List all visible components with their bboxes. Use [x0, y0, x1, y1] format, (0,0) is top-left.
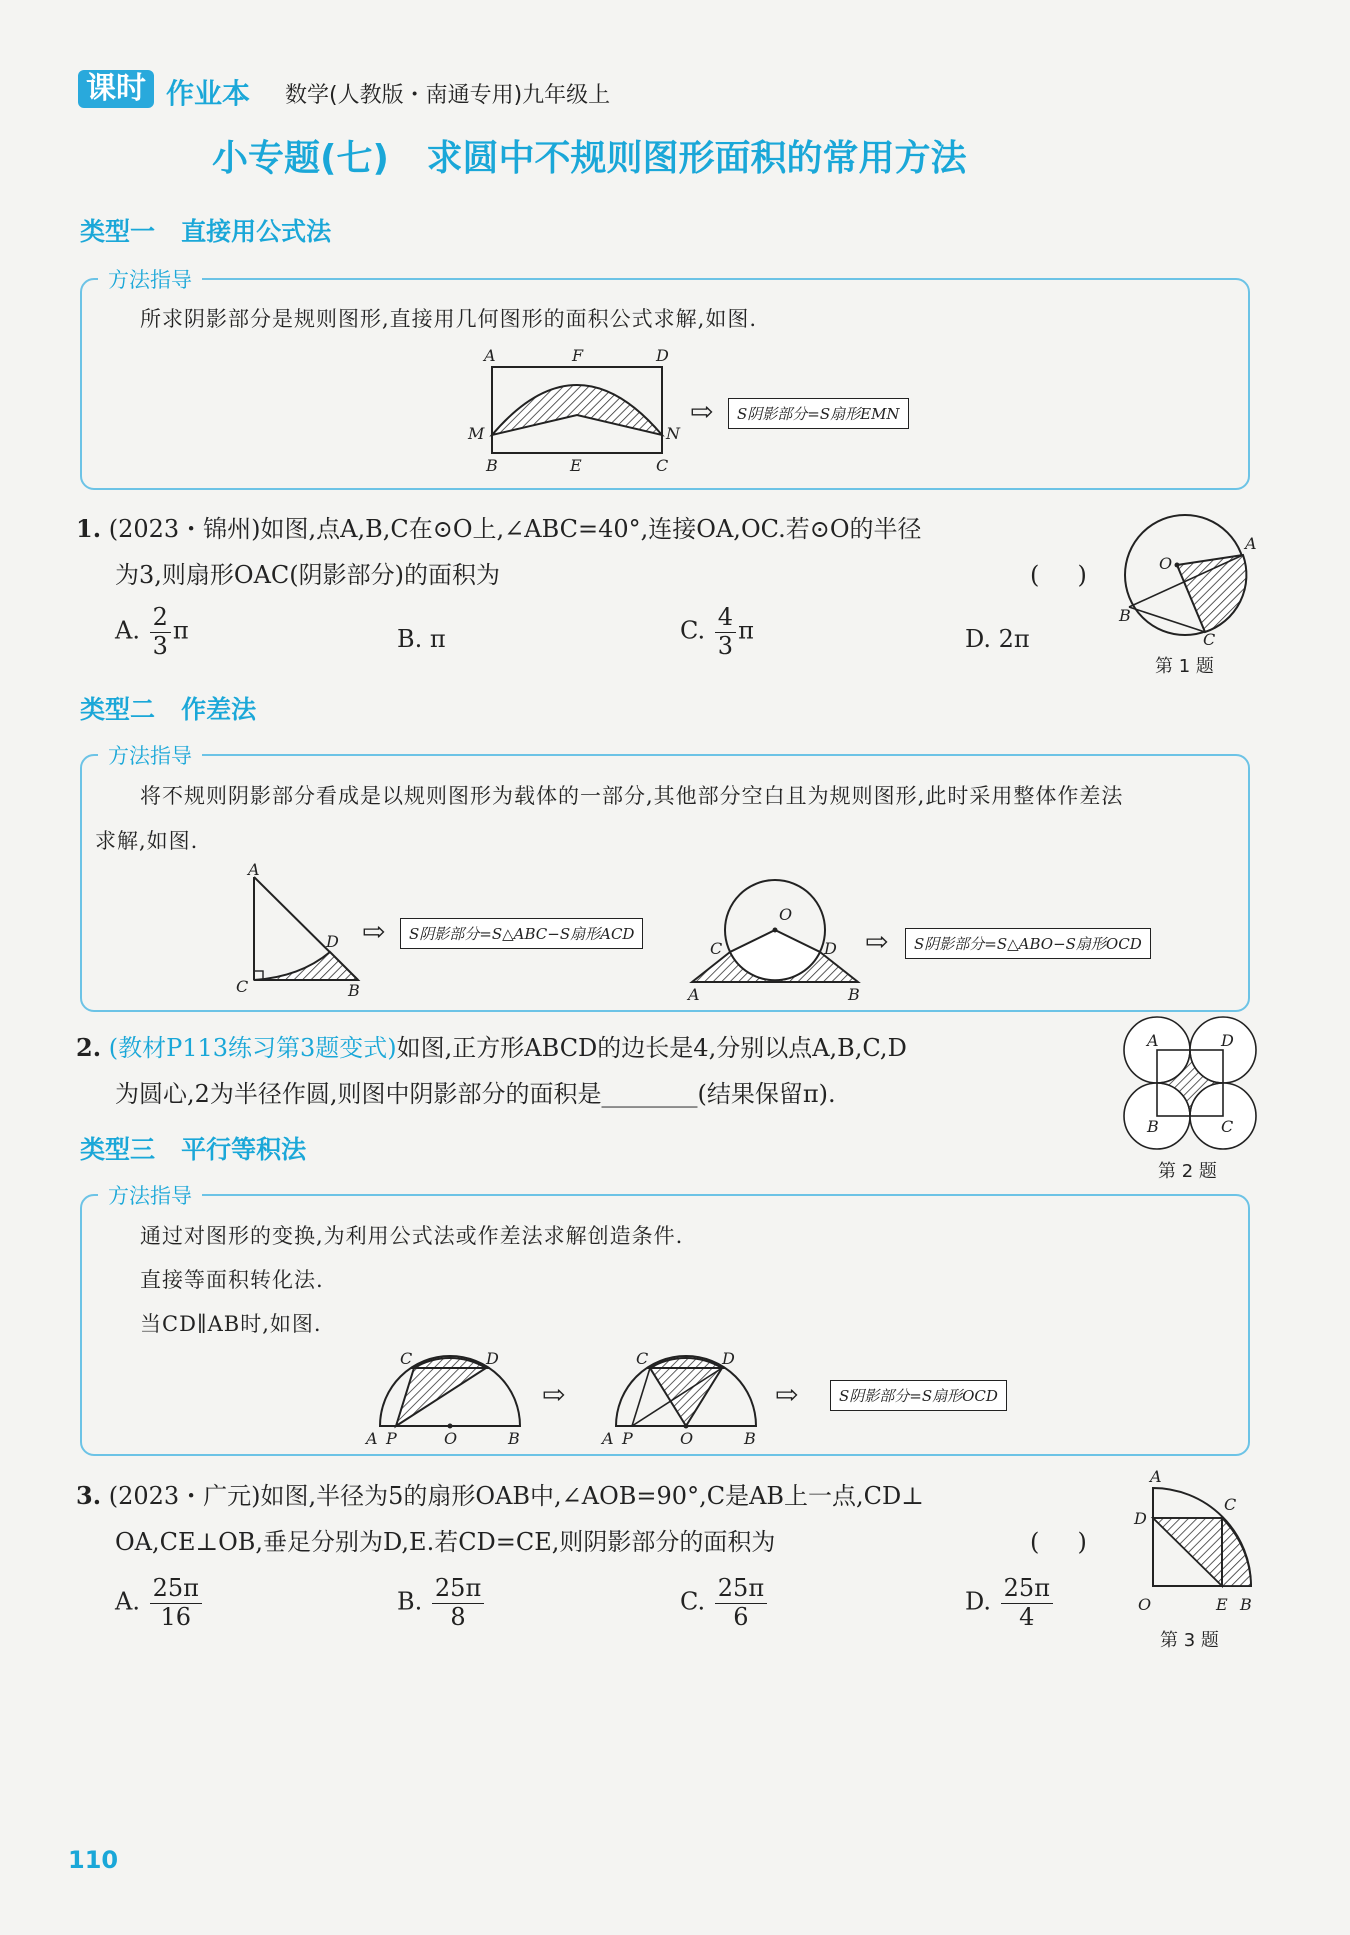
label-A: A [688, 985, 700, 1004]
logo-text: 课时 [86, 71, 146, 106]
type3-guide-text-3: 当CD∥AB时,如图. [140, 1312, 322, 1336]
denominator: 6 [733, 1602, 749, 1631]
q1-bracket: ( ) [1030, 561, 1087, 589]
guide-label-text: 方法指导 [108, 268, 192, 292]
denominator: 4 [1019, 1602, 1035, 1631]
numerator: 2 [150, 604, 171, 633]
label-C: C [710, 939, 723, 958]
option-text: π [429, 625, 446, 653]
label-P: P [386, 1429, 397, 1448]
option-label: C. [680, 1587, 706, 1616]
label-F: F [572, 346, 584, 365]
option-label: A. [115, 1587, 140, 1616]
label-M: M [468, 424, 485, 443]
numerator: 25π [150, 1575, 202, 1604]
label-D: D [722, 1349, 735, 1368]
option-label: A. [115, 616, 140, 645]
page-number: 110 [68, 1846, 119, 1874]
denominator: 16 [160, 1602, 192, 1631]
option-label: B. [397, 1587, 423, 1616]
label-C: C [400, 1349, 413, 1368]
pi-suffix: π [172, 616, 189, 645]
denominator: 3 [717, 631, 734, 660]
label-E: E [570, 456, 582, 475]
pi-suffix: π [738, 616, 754, 645]
fraction [432, 1575, 484, 1631]
q2-line2: 为圆心,2为半径作圆,则图中阴影部分的面积是________(结果保留π). [115, 1080, 836, 1108]
fraction [715, 1575, 767, 1631]
fraction [150, 604, 171, 660]
label-O: O [779, 905, 793, 924]
q1-line1 [76, 507, 922, 551]
header-logo [78, 70, 154, 108]
type2-guide-text-2: 求解,如图. [95, 829, 199, 853]
label-E: E [1216, 1595, 1228, 1614]
label-A: A [602, 1429, 614, 1448]
type3-heading: 类型三 平行等积法 [80, 1135, 307, 1164]
label-C: C [1221, 1117, 1234, 1136]
option-label: D. [965, 625, 992, 653]
q1-option-b[interactable] [397, 625, 446, 653]
q3-line1-text: (2023・广元)如图,半径为5的扇形OAB中,∠AOB=90°,C是AB上一点,CD⊥ [108, 1482, 924, 1510]
type1-guide-label [98, 264, 202, 294]
type2-heading: 类型二 作差法 [80, 695, 257, 724]
label-B: B [1119, 606, 1131, 625]
page-title: 小专题(七) 求圆中不规则图形面积的常用方法 [212, 138, 967, 179]
type1-arrow-icon: ⇨ [690, 395, 714, 428]
fraction [150, 1575, 202, 1631]
label-O: O [444, 1429, 458, 1448]
label-C: C [236, 977, 249, 996]
option-label: B. [397, 625, 423, 653]
q2-caption: 第 2 题 [1158, 1161, 1217, 1182]
label-A: A [248, 860, 260, 879]
option-text: 2π [998, 625, 1030, 653]
book-name: 作业本 [166, 77, 251, 110]
q3-number: 3. [76, 1481, 102, 1510]
label-O: O [1159, 554, 1173, 573]
type2-guide-text-1: 将不规则阴影部分看成是以规则图形为载体的一部分,其他部分空白且为规则图形,此时采用整体作差法 [140, 784, 1124, 808]
q3-option-c[interactable] [680, 1575, 769, 1631]
q1-figure [1115, 505, 1257, 649]
option-label: D. [965, 1587, 992, 1616]
q3-bracket: ( ) [1030, 1528, 1087, 1556]
label-A: A [484, 346, 496, 365]
type3-guide-text-1: 通过对图形的变换,为利用公式法或作差法求解创造条件. [140, 1224, 684, 1248]
q2-source: (教材P113练习第3题变式) [108, 1034, 397, 1062]
type2-arrow-icon-1: ⇨ [362, 915, 386, 948]
subject-info: 数学(人教版・南通专用)九年级上 [285, 83, 611, 108]
type2-formula-2: S阴影部分=S△ABO−S扇形OCD [905, 928, 1151, 959]
q2-number: 2. [76, 1033, 102, 1062]
label-A: A [1150, 1467, 1162, 1486]
q1-option-d[interactable] [965, 625, 1030, 653]
label-B: B [1147, 1117, 1159, 1136]
label-D: D [326, 932, 339, 951]
type1-guide-text: 所求阴影部分是规则图形,直接用几何图形的面积公式求解,如图. [140, 307, 758, 331]
label-C: C [656, 456, 669, 475]
q3-option-d[interactable] [965, 1575, 1055, 1631]
numerator: 25π [715, 1575, 767, 1604]
type3-guide-text-2: 直接等面积转化法. [140, 1268, 324, 1292]
type2-arrow-icon-2: ⇨ [865, 925, 889, 958]
q1-option-a[interactable] [115, 604, 189, 660]
label-D: D [656, 346, 669, 365]
denominator: 8 [450, 1602, 466, 1631]
type2-figure-circle [680, 870, 870, 1005]
label-B: B [486, 456, 498, 475]
fraction [715, 604, 736, 660]
label-B: B [1240, 1595, 1252, 1614]
label-B: B [848, 985, 860, 1004]
label-D: D [824, 939, 837, 958]
q3-line1 [76, 1474, 924, 1518]
fraction [1001, 1575, 1053, 1631]
q3-line2: OA,CE⊥OB,垂足分别为D,E.若CD=CE,则阴影部分的面积为 [115, 1528, 776, 1556]
guide-label-text: 方法指导 [108, 1184, 192, 1208]
label-C: C [636, 1349, 649, 1368]
label-A: A [1245, 534, 1257, 553]
type3-figure-2 [596, 1348, 766, 1448]
type1-formula: S阴影部分=S扇形EMN [728, 398, 909, 429]
type2-figure-triangle [230, 860, 370, 1000]
label-O: O [1138, 1595, 1152, 1614]
label-B: B [744, 1429, 756, 1448]
label-D: D [1221, 1031, 1234, 1050]
numerator: 25π [432, 1575, 484, 1604]
denominator: 3 [152, 631, 168, 660]
q1-number: 1. [76, 514, 102, 543]
label-D: D [486, 1349, 499, 1368]
type3-guide-label [98, 1180, 202, 1210]
type1-heading: 类型一 直接用公式法 [80, 217, 332, 246]
q2-line1-text: 如图,正方形ABCD的边长是4,分别以点A,B,C,D [396, 1034, 907, 1062]
q1-line2: 为3,则扇形OAC(阴影部分)的面积为 [115, 561, 500, 589]
q1-caption: 第 1 题 [1155, 656, 1214, 677]
guide-label-text: 方法指导 [108, 744, 192, 768]
type2-guide-label [98, 740, 202, 770]
label-C: C [1224, 1495, 1237, 1514]
type3-figure-1 [360, 1348, 530, 1448]
label-C: C [1203, 630, 1216, 649]
label-B: B [348, 981, 360, 1000]
label-D: D [1134, 1509, 1147, 1528]
q3-option-b[interactable] [397, 1575, 486, 1631]
type3-arrow-icon-2: ⇨ [775, 1378, 799, 1411]
label-N: N [666, 424, 680, 443]
type2-formula-1: S阴影部分=S△ABC−S扇形ACD [400, 918, 643, 949]
q3-figure [1128, 1468, 1258, 1618]
label-A: A [1147, 1031, 1159, 1050]
q1-line1-text: (2023・锦州)如图,点A,B,C在⊙O上,∠ABC=40°,连接OA,OC.若⊙O的半径 [108, 515, 922, 543]
q2-figure [1125, 1018, 1255, 1148]
numerator: 4 [715, 604, 736, 633]
label-O: O [680, 1429, 694, 1448]
type3-formula: S阴影部分=S扇形OCD [830, 1380, 1007, 1411]
label-A: A [366, 1429, 378, 1448]
numerator: 25π [1001, 1575, 1053, 1604]
type3-arrow-icon-1: ⇨ [542, 1378, 566, 1411]
option-label: C. [680, 616, 706, 645]
label-B: B [508, 1429, 520, 1448]
label-P: P [622, 1429, 633, 1448]
q3-option-a[interactable] [115, 1575, 204, 1631]
q1-option-c[interactable] [680, 604, 754, 660]
q3-caption: 第 3 题 [1160, 1630, 1219, 1651]
q2-line1 [76, 1026, 907, 1070]
